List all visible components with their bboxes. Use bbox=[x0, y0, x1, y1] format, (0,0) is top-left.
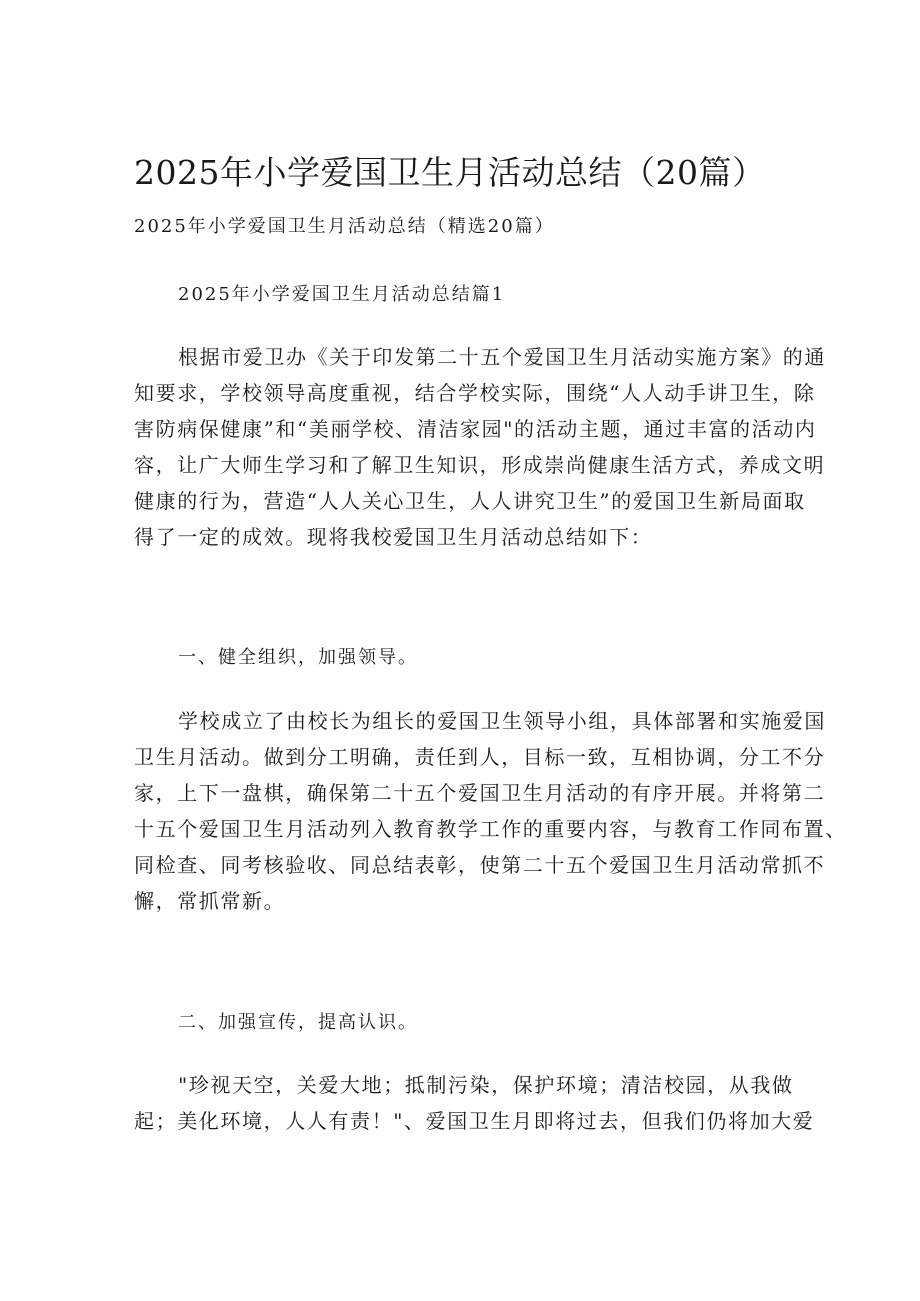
paragraph-line: 家，上下一盘棋，确保第二十五个爱国卫生月活动的有序开展。并将第二 bbox=[134, 781, 826, 805]
document-title: 2025年小学爱国卫生月活动总结（20篇） bbox=[134, 153, 766, 192]
paragraph-line: 得了一定的成效。现将我校爱国卫生月活动总结如下： bbox=[134, 525, 653, 549]
paragraph-line: "珍视天空，关爱大地；抵制污染，保护环境；清洁校园，从我做 bbox=[178, 1073, 794, 1097]
paragraph-1 bbox=[134, 339, 826, 555]
section-heading-1: 一、健全组织，加强领导。 bbox=[178, 647, 418, 668]
paragraph-3 bbox=[134, 1067, 815, 1139]
section-heading-2: 二、加强宣传，提高认识。 bbox=[178, 1012, 418, 1033]
paragraph-line: 懈，常抓常新。 bbox=[134, 889, 286, 913]
paragraph-line: 健康的行为，营造“人人关心卫生，人人讲究卫生”的爱国卫生新局面取 bbox=[134, 489, 806, 513]
paragraph-line: 容，让广大师生学习和了解卫生知识，形成崇尚健康生活方式，养成文明 bbox=[134, 453, 826, 477]
document-subtitle: 2025年小学爱国卫生月活动总结（精选20篇） bbox=[134, 216, 555, 237]
paragraph-line: 害防病保健康”和“美丽学校、清洁家园"的活动主题，通过丰富的活动内 bbox=[134, 417, 817, 441]
paragraph-line: 同检查、同考核验收、同总结表彰，使第二十五个爱国卫生月活动常抓不 bbox=[134, 853, 826, 877]
paragraph-line: 卫生月活动。做到分工明确，责任到人，目标一致，互相协调，分工不分 bbox=[134, 745, 826, 769]
paragraph-line: 起；美化环境，人人有责！"、爱国卫生月即将过去，但我们仍将加大爱 bbox=[134, 1109, 815, 1133]
paragraph-2 bbox=[134, 703, 847, 919]
chapter-heading: 2025年小学爱国卫生月活动总结篇1 bbox=[178, 284, 506, 305]
paragraph-line: 知要求，学校领导高度重视，结合学校实际，围绕“人人动手讲卫生，除 bbox=[134, 381, 816, 405]
paragraph-line: 根据市爱卫办《关于印发第二十五个爱国卫生月活动实施方案》的通 bbox=[178, 345, 826, 369]
paragraph-line: 十五个爱国卫生月活动列入教育教学工作的重要内容，与教育工作同布置、 bbox=[134, 817, 847, 841]
paragraph-line: 学校成立了由校长为组长的爱国卫生领导小组，具体部署和实施爱国 bbox=[178, 709, 826, 733]
